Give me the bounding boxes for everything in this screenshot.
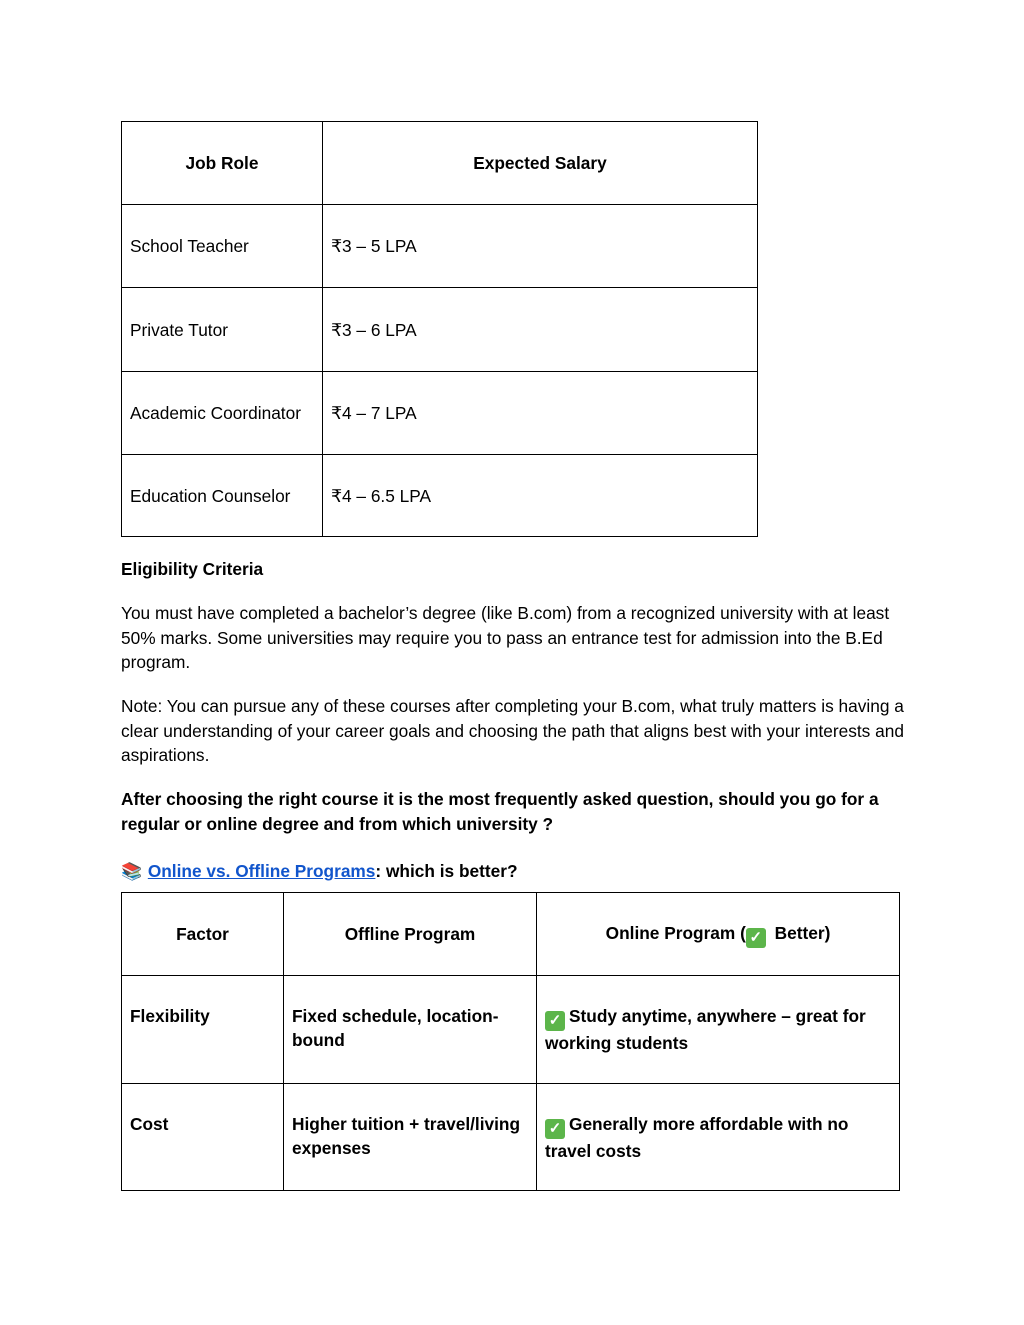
header-expected-salary: Expected Salary bbox=[323, 122, 758, 205]
table-row bbox=[122, 205, 758, 288]
online-cell-text: Study anytime, anywhere – great for working students bbox=[545, 1006, 866, 1053]
check-mark-icon: ✓ bbox=[545, 1119, 565, 1139]
table-header-row bbox=[122, 893, 900, 976]
factor-cell: Flexibility bbox=[122, 976, 284, 1084]
table-row bbox=[122, 288, 758, 372]
online-cell bbox=[537, 976, 900, 1084]
header-online-suffix: Better) bbox=[769, 922, 831, 943]
table-row bbox=[122, 1084, 900, 1191]
header-job-role: Job Role bbox=[122, 122, 323, 205]
salary-cell: ₹4 – 7 LPA bbox=[323, 372, 758, 455]
salary-cell: ₹3 – 5 LPA bbox=[323, 205, 758, 288]
job-role-cell: School Teacher bbox=[122, 205, 323, 288]
header-online-prefix: Online Program ( bbox=[605, 922, 746, 943]
note-paragraph: Note: You can pursue any of these courses after completing your B.com, what truly matters is having a clear understanding of your career goals and choosing the path that aligns best with your interests and aspirations. bbox=[121, 696, 904, 765]
table-header-row bbox=[122, 122, 758, 205]
salary-table bbox=[121, 121, 758, 537]
job-role-cell: Private Tutor bbox=[122, 288, 323, 372]
header-online-program bbox=[537, 893, 900, 976]
books-icon: 📚 bbox=[121, 862, 143, 881]
job-role-cell: Education Counselor bbox=[122, 455, 323, 537]
offline-cell: Higher tuition + travel/living expenses bbox=[284, 1084, 537, 1191]
online-cell bbox=[537, 1084, 900, 1191]
comparison-heading bbox=[121, 859, 911, 885]
comparison-heading-suffix: : which is better? bbox=[375, 861, 518, 881]
salary-cell: ₹3 – 6 LPA bbox=[323, 288, 758, 372]
online-cell-text: Generally more affordable with no travel costs bbox=[545, 1114, 849, 1161]
online-vs-offline-link[interactable]: Online vs. Offline Programs bbox=[147, 861, 376, 881]
comparison-table bbox=[121, 892, 900, 1191]
factor-cell: Cost bbox=[122, 1084, 284, 1191]
check-mark-icon: ✓ bbox=[746, 928, 766, 948]
check-mark-icon: ✓ bbox=[545, 1011, 565, 1031]
table-row bbox=[122, 455, 758, 537]
job-role-cell: Academic Coordinator bbox=[122, 372, 323, 455]
header-offline-program: Offline Program bbox=[284, 893, 537, 976]
eligibility-heading: Eligibility Criteria bbox=[121, 559, 264, 579]
table-row bbox=[122, 976, 900, 1084]
question-paragraph: After choosing the right course it is the most frequently asked question, should you go for a regular or online degree and from which university ? bbox=[121, 789, 879, 834]
eligibility-body: You must have completed a bachelor’s degree (like B.com) from a recognized university with at least 50% marks. Some universities may require you to pass an entrance test for admission into the B.Ed program. bbox=[121, 603, 890, 672]
offline-cell: Fixed schedule, location-bound bbox=[284, 976, 537, 1084]
salary-cell: ₹4 – 6.5 LPA bbox=[323, 455, 758, 537]
table-row bbox=[122, 372, 758, 455]
header-factor: Factor bbox=[122, 893, 284, 976]
